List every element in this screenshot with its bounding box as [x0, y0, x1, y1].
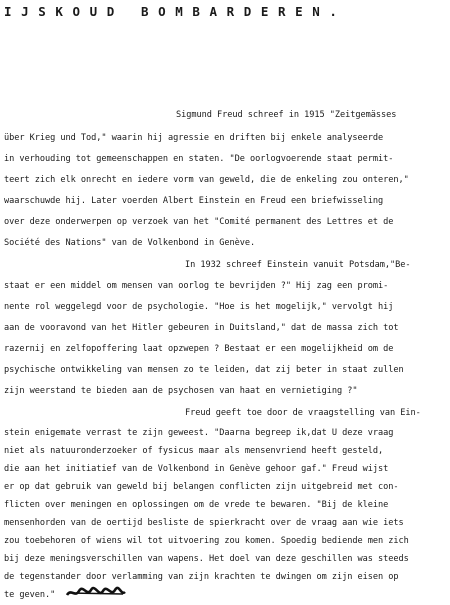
- text-line: waarschuwde hij. Later voerden Albert Einstein en Freud een briefwisseling: [4, 196, 384, 206]
- text-line: niet als natuuronderzoeker of fysicus maar als mensenvriend heeft gesteld,: [4, 446, 384, 456]
- text-line: staat er een middel om mensen van oorlog te bevrijden ?" Hij zag een promi-: [4, 281, 389, 291]
- text-line: te geven.": [4, 590, 56, 600]
- text-line: in verhouding tot gemeenschappen en staten. "De oorlogvoerende staat permit-: [4, 154, 394, 164]
- text-line: razernij en zelfopoffering laat opzwepen ? Bestaat er een mogelijkheid om de: [4, 344, 394, 354]
- text-line: stein enigemate verrast te zijn geweest. "Daarna begreep ik,dat U deze vraag: [4, 428, 394, 438]
- text-line: aan de vooravond van het Hitler gebeuren in Duitsland," dat de massa zich tot: [4, 323, 399, 333]
- text-line: In 1932 schreef Einstein vanuit Potsdam,"Be-: [185, 260, 411, 270]
- text-line: über Krieg und Tod," waarin hij agressie en driften bij enkele analyseerde: [4, 133, 384, 143]
- text-line: psychische ontwikkeling van mensen zo te leiden, dat zij beter in staat zullen: [4, 365, 404, 375]
- text-line: die aan het initiatief van de Volkenbond in Genève gehoor gaf." Freud wijst: [4, 464, 389, 474]
- handwritten-scribble-mark: [65, 586, 127, 600]
- text-line: Sigmund Freud schreef in 1915 "Zeitgemässes: [176, 110, 397, 120]
- text-line: de tegenstander door verlamming van zijn krachten te dwingen om zijn eisen op: [4, 572, 399, 582]
- text-line: over deze onderwerpen op verzoek van het "Comité permanent des Lettres et de: [4, 217, 394, 227]
- page-title: IJSKOUD BOMBARDEREN.: [4, 4, 347, 19]
- text-line: bij deze meningsverschillen van wapens. Het doel van deze geschillen was steeds: [4, 554, 409, 564]
- text-line: zou toebehoren of wiens wil tot uitvoering zou komen. Spoedig bediende men zich: [4, 536, 409, 546]
- text-line: Société des Nations" van de Volkenbond in Genève.: [4, 238, 256, 248]
- text-line: zijn weerstand te bieden aan de psychosen van haat en vernietiging ?": [4, 386, 358, 396]
- text-line: teert zich elk onrecht en iedere vorm van geweld, die de enkeling zou onteren,": [4, 175, 409, 185]
- text-line: flicten over meningen en oplossingen om de vrede te bewaren. "Bij de kleine: [4, 500, 389, 510]
- text-line: nente rol weggelegd voor de psychologie. "Hoe is het mogelijk," vervolgt hij: [4, 302, 394, 312]
- text-line: er op dat gebruik van geweld bij belangen conflicten zijn uitgebreid met con-: [4, 482, 399, 492]
- text-line: Freud geeft toe door de vraagstelling van Ein-: [185, 408, 421, 418]
- text-line: mensenhorden van de oertijd besliste de spierkracht over de vraag aan wie iets: [4, 518, 404, 528]
